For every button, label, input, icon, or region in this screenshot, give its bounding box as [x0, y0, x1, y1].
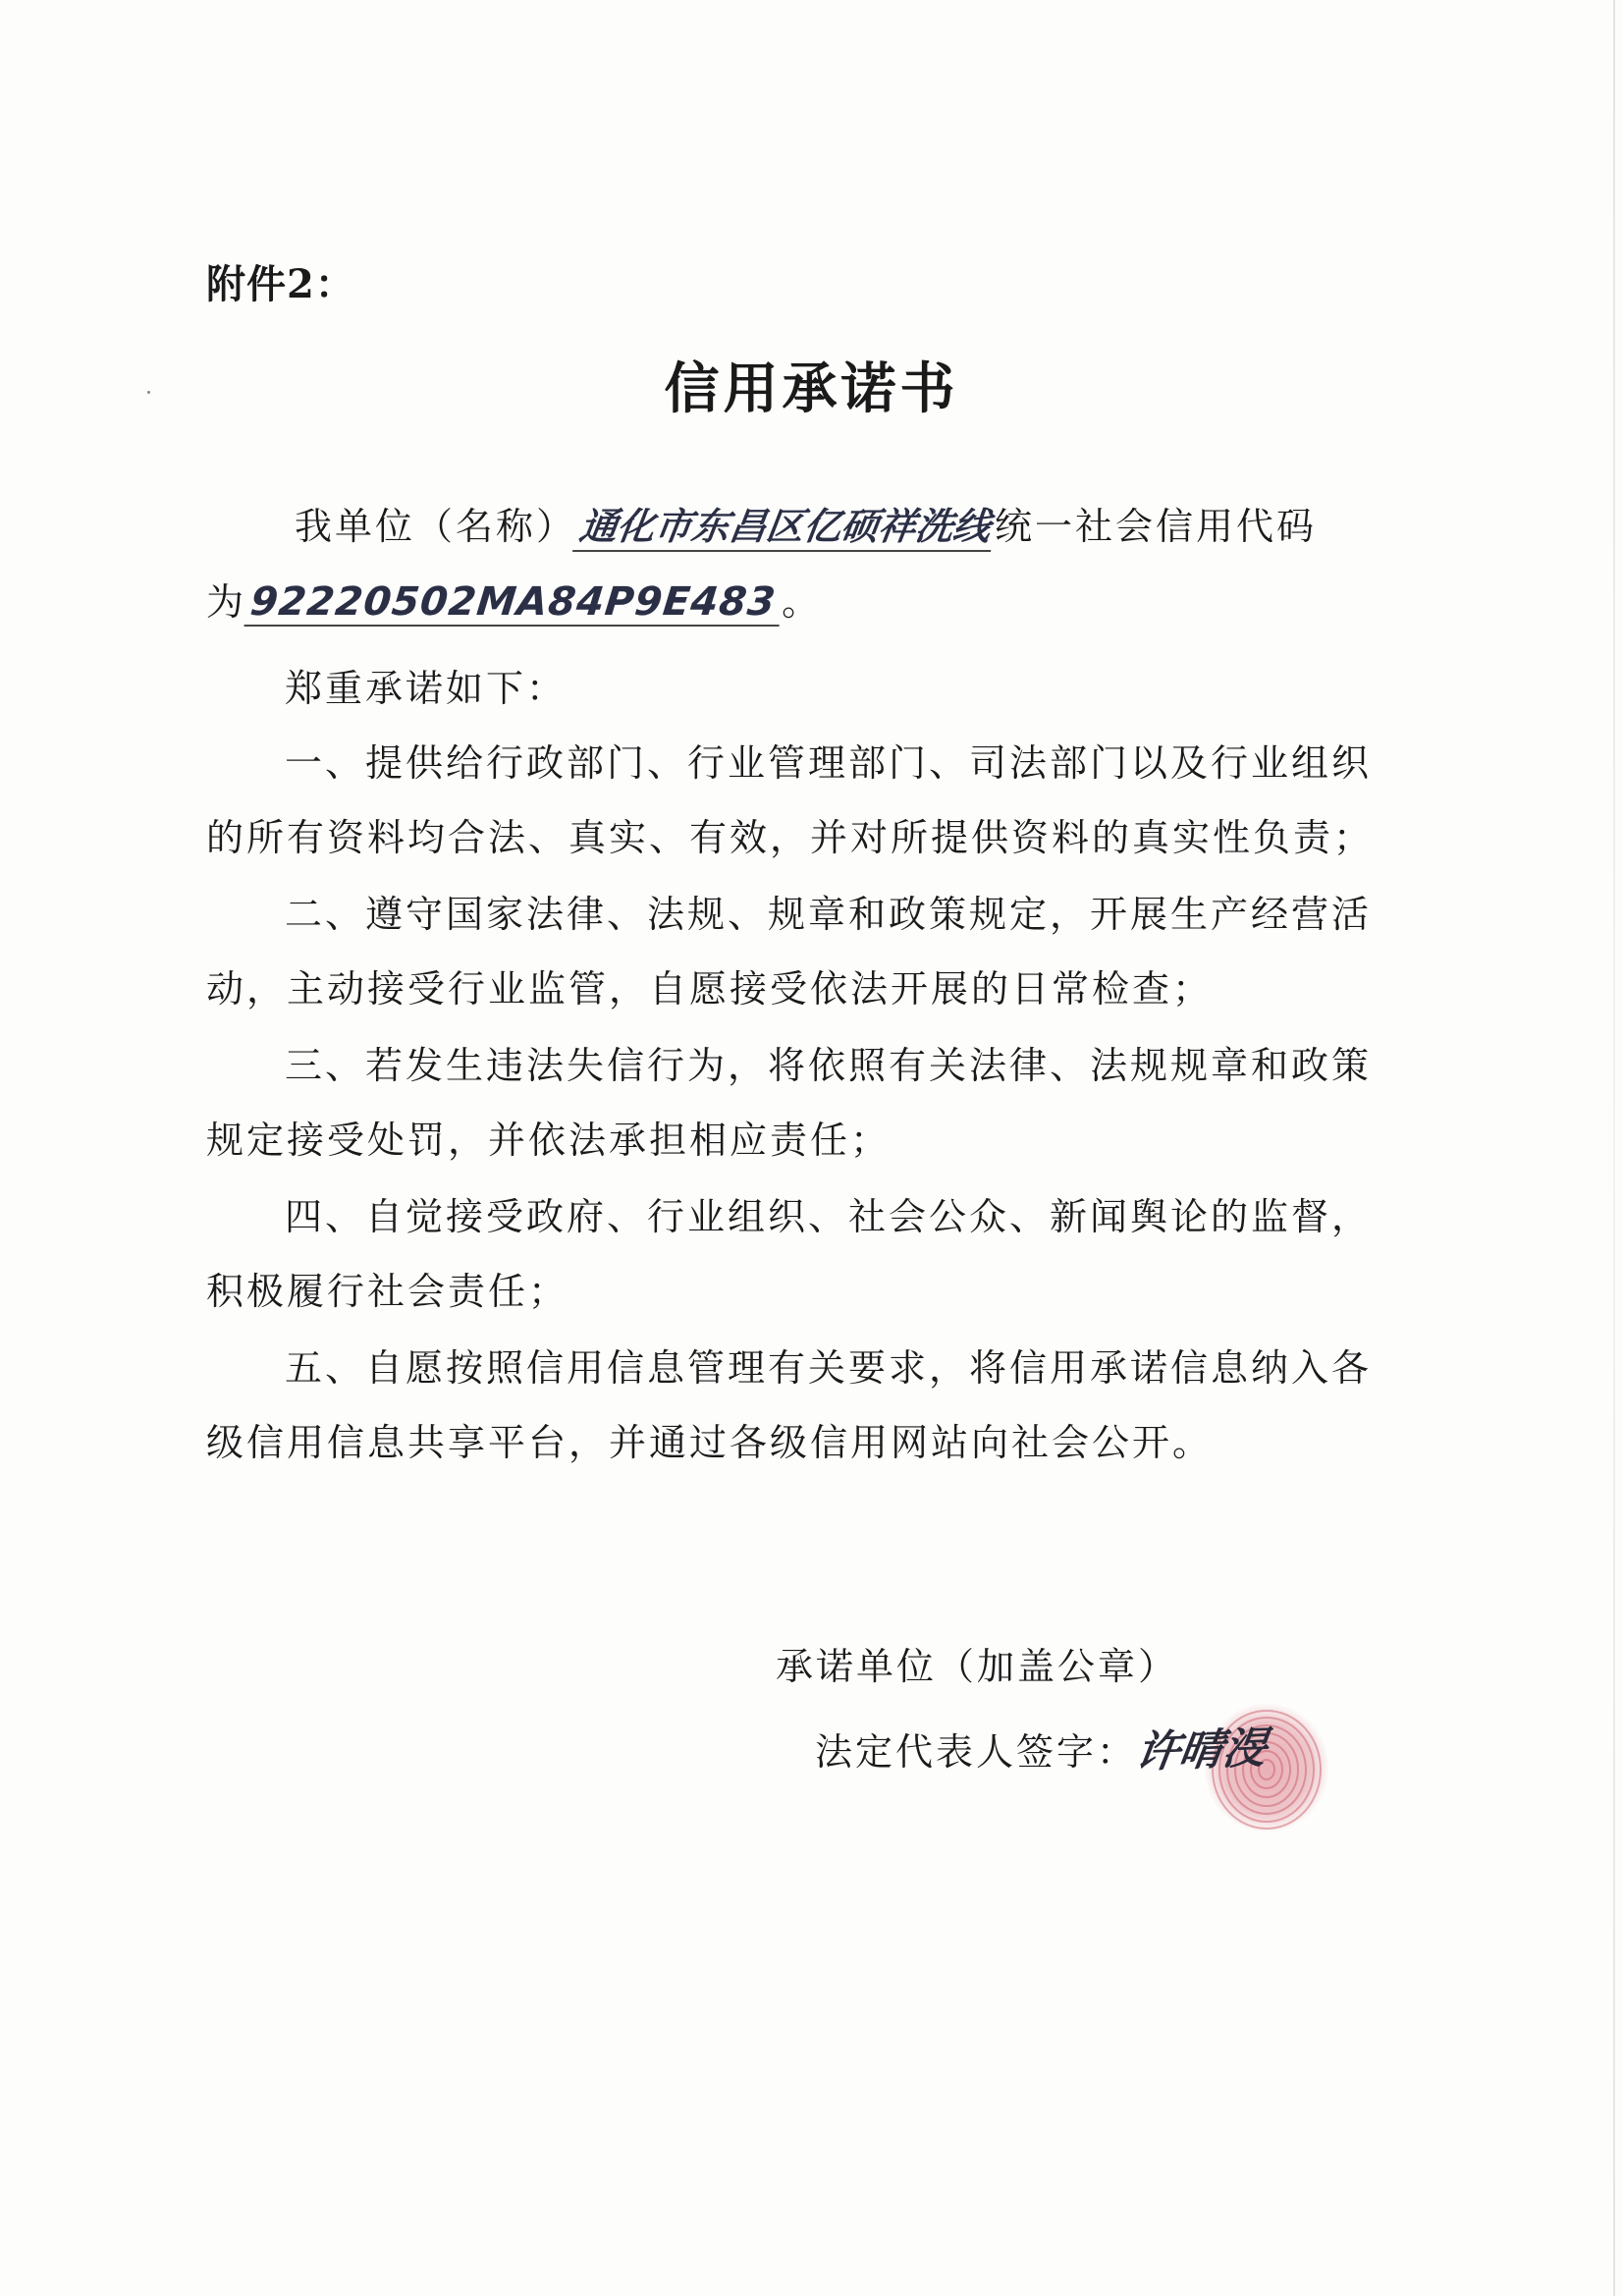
pledge-item-2-line-1: 二、遵守国家法律、法规、规章和政策规定，开展生产经营活 — [285, 893, 1373, 936]
committing-unit-label: 承诺单位（加盖公章） — [776, 1645, 1179, 1688]
handwritten-signature: 许晴渂 — [1132, 1722, 1271, 1778]
pledge-item-4-line-1: 四、自觉接受政府、行业组织、社会公众、新闻舆论的监督， — [285, 1195, 1373, 1238]
intro-prefix: 我单位（名称） — [295, 505, 577, 548]
intro-middle: 统一社会信用代码 — [995, 505, 1318, 548]
pledge-item-1-line-2: 的所有资料均合法、真实、有效，并对所提供资料的真实性负责； — [206, 816, 1375, 859]
handwritten-unit-name: 通化市东昌区亿硕祥洗线 — [572, 496, 999, 552]
legal-rep-label: 法定代表人签字： — [815, 1730, 1138, 1774]
legal-rep-line — [815, 1715, 1271, 1778]
document-title: 信用承诺书 — [664, 356, 959, 421]
code-prefix: 为 — [206, 580, 247, 624]
pledge-heading: 郑重承诺如下： — [285, 667, 568, 710]
handwritten-credit-code: 92220502MA84P9E483 — [243, 579, 784, 627]
pledge-item-1-line-1: 一、提供给行政部门、行业管理部门、司法部门以及行业组织 — [285, 741, 1373, 785]
pledge-item-5-line-2: 级信用信息共享平台，并通过各级信用网站向社会公开。 — [206, 1421, 1214, 1464]
pledge-item-4-line-2: 积极履行社会责任； — [206, 1270, 569, 1313]
attachment-label: 附件2： — [206, 261, 355, 307]
pledge-item-3-line-2: 规定接受处罚，并依法承担相应责任； — [206, 1119, 892, 1162]
pledge-item-3-line-1: 三、若发生违法失信行为，将依照有关法律、法规规章和政策 — [285, 1044, 1373, 1087]
intro-line-1 — [295, 496, 1317, 552]
pledge-item-2-line-2: 动，主动接受行业监管，自愿接受依法开展的日常检查； — [206, 967, 1214, 1011]
code-suffix: 。 — [782, 580, 823, 624]
intro-line-2 — [206, 572, 822, 627]
pledge-item-5-line-1: 五、自愿按照信用信息管理有关要求，将信用承诺信息纳入各 — [285, 1346, 1373, 1390]
scan-edge — [1613, 0, 1615, 2296]
